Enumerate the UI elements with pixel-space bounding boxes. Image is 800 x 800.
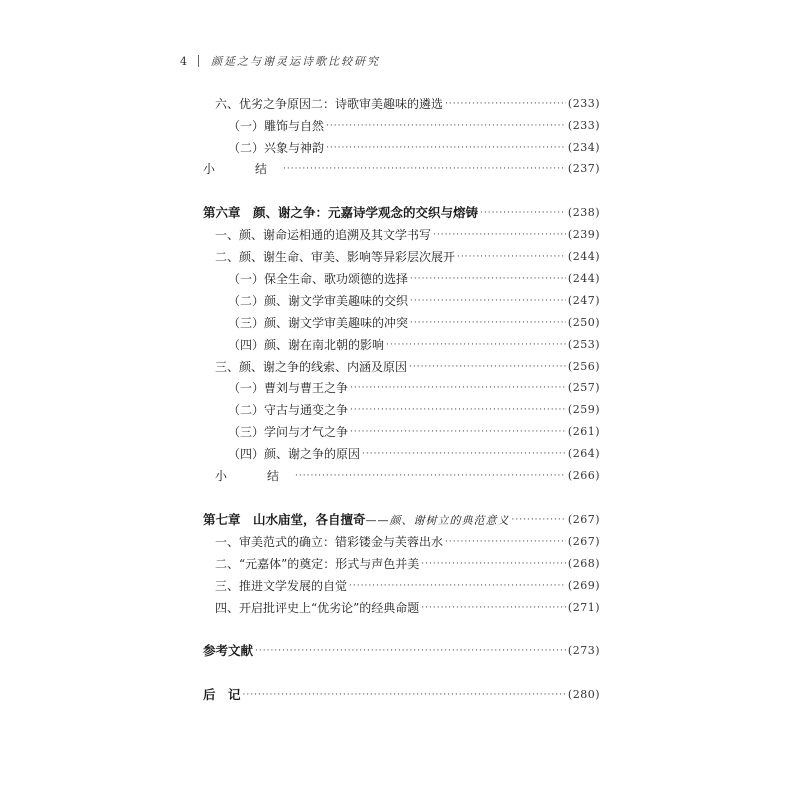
toc-entry-summary[interactable]: [203, 159, 600, 177]
toc-page-number: (238): [567, 205, 600, 219]
toc-entry-label: （二）守古与通变之争: [228, 402, 349, 417]
toc-entry-label: （四）颜、谢之争的原因: [228, 446, 361, 461]
toc-page-number: (233): [567, 96, 600, 110]
toc-page-number: (264): [567, 446, 600, 460]
toc-entry-label: （二）颜、谢文学审美趣味的交织: [228, 293, 409, 308]
leader-dots: [480, 203, 566, 221]
leader-dots: [326, 138, 566, 156]
toc-page-number: (247): [567, 293, 600, 307]
leader-dots: [350, 400, 566, 418]
toc-entry-subsection[interactable]: [228, 335, 600, 353]
toc-entry-label: 小 结: [215, 468, 294, 483]
toc-page-number: (244): [567, 271, 600, 285]
toc-entry-label: （一）曹刘与曹王之争: [228, 380, 349, 395]
toc-chapter-title: 第六章 颜、谢之争：元嘉诗学观念的交织与熔铸: [203, 205, 479, 220]
leader-dots: [362, 444, 566, 462]
leader-dots: [445, 94, 566, 112]
leader-dots: [386, 335, 566, 353]
toc-entry-section[interactable]: [215, 576, 600, 594]
toc-page-number: (244): [567, 249, 600, 263]
toc-entry-subsection[interactable]: [228, 400, 600, 418]
toc-page-number: (253): [567, 337, 600, 351]
leader-dots: [410, 269, 566, 287]
leader-dots: [243, 685, 566, 703]
toc-page-number: (268): [567, 556, 600, 570]
toc-entry-label: （三）学问与才气之争: [228, 424, 349, 439]
book-title: 颜延之与谢灵运诗歌比较研究: [211, 55, 380, 68]
toc-entry-afterword[interactable]: [203, 685, 600, 703]
toc-page-number: (239): [567, 227, 600, 241]
leader-dots: [349, 576, 566, 594]
toc-entry-section[interactable]: [215, 94, 600, 112]
toc-page-number: (257): [567, 380, 600, 394]
toc-page-number: (259): [567, 402, 600, 416]
toc-page-number: (234): [567, 140, 600, 154]
toc-entry-section[interactable]: [215, 247, 600, 265]
toc-entry-label: 一、审美范式的确立：错彩镂金与芙蓉出水: [215, 534, 444, 549]
toc-entry-section[interactable]: [215, 225, 600, 243]
toc-entry-label: 三、推进文学发展的自觉: [215, 578, 348, 593]
toc-entry-subsection[interactable]: [228, 422, 600, 440]
leader-dots: [350, 378, 566, 396]
toc-entry-label: 小 结: [203, 161, 282, 176]
chapter-subtitle: ——颜、谢树立的典范意义: [365, 514, 510, 527]
toc-entry-label: 二、“元嘉体”的奠定：形式与声色并美: [215, 556, 420, 571]
toc-entry-subsection[interactable]: [228, 138, 600, 156]
leader-dots: [457, 247, 566, 265]
toc-page-number: (256): [567, 359, 600, 373]
toc-entry-subsection[interactable]: [228, 291, 600, 309]
toc-chapter-title: 参考文献: [203, 643, 254, 658]
toc-entry-label: 三、颜、谢之争的线索、内涵及原因: [215, 359, 408, 374]
toc-entry-subsection[interactable]: [228, 269, 600, 287]
toc-entry-label: （二）兴象与神韵: [228, 140, 325, 155]
toc-entry-section[interactable]: [215, 554, 600, 572]
leader-dots: [421, 598, 566, 616]
toc-entry-label: 四、开启批评史上“优劣论”的经典命题: [215, 600, 420, 615]
toc-entry-subsection[interactable]: [228, 378, 600, 396]
toc-page-number: (267): [567, 534, 600, 548]
leader-dots: [410, 313, 566, 331]
leader-dots: [409, 357, 566, 375]
toc-entry-subsection[interactable]: [228, 444, 600, 462]
toc-page-number: (280): [567, 687, 600, 701]
toc-entry-label: （一）保全生命、歌功颂德的选择: [228, 271, 409, 286]
toc-page-number: (269): [567, 578, 600, 592]
leader-dots: [512, 510, 566, 528]
leader-dots: [326, 116, 566, 134]
toc-entry-section[interactable]: [215, 357, 600, 375]
toc-chapter-title: [203, 510, 510, 528]
toc-entry-references[interactable]: [203, 641, 600, 659]
toc-page-number: (250): [567, 315, 600, 329]
toc-page-number: (267): [567, 512, 600, 526]
leader-dots: [283, 159, 566, 177]
toc-entry-label: 六、优劣之争原因二：诗歌审美趣味的遴选: [215, 96, 444, 111]
toc-entry-chapter-7[interactable]: [203, 510, 600, 528]
leader-dots: [410, 291, 566, 309]
toc-entry-label: （三）颜、谢文学审美趣味的冲突: [228, 315, 409, 330]
toc-entry-label: （一）雕饰与自然: [228, 118, 325, 133]
toc-page-number: (237): [567, 161, 600, 175]
toc-chapter-title: 后 记: [203, 687, 241, 702]
leader-dots: [350, 422, 566, 440]
toc-entry-label: （四）颜、谢在南北朝的影响: [228, 337, 385, 352]
toc-entry-label: 一、颜、谢命运相通的追溯及其文学书写: [215, 227, 432, 242]
toc-page-number: (271): [567, 600, 600, 614]
toc-entry-chapter-6[interactable]: [203, 203, 600, 221]
toc-page-number: (233): [567, 118, 600, 132]
toc-entry-subsection[interactable]: [228, 116, 600, 134]
toc-entry-label: 二、颜、谢生命、审美、影响等异彩层次展开: [215, 249, 456, 264]
chapter-title-main: 第七章 山水庙堂，各自擅奇: [203, 512, 366, 527]
toc-entry-subsection[interactable]: [228, 313, 600, 331]
header-divider: [198, 55, 199, 67]
leader-dots: [295, 466, 566, 484]
toc-page-number: (266): [567, 468, 600, 482]
leader-dots: [433, 225, 566, 243]
toc-entry-section[interactable]: [215, 598, 600, 616]
leader-dots: [255, 641, 566, 659]
toc-entry-section[interactable]: [215, 532, 600, 550]
toc-entry-summary[interactable]: [215, 466, 600, 484]
leader-dots: [421, 554, 566, 572]
page-number: 4: [180, 54, 188, 68]
toc-page-number: (273): [567, 643, 600, 657]
leader-dots: [445, 532, 566, 550]
running-head: [180, 53, 380, 69]
toc-page-number: (261): [567, 424, 600, 438]
